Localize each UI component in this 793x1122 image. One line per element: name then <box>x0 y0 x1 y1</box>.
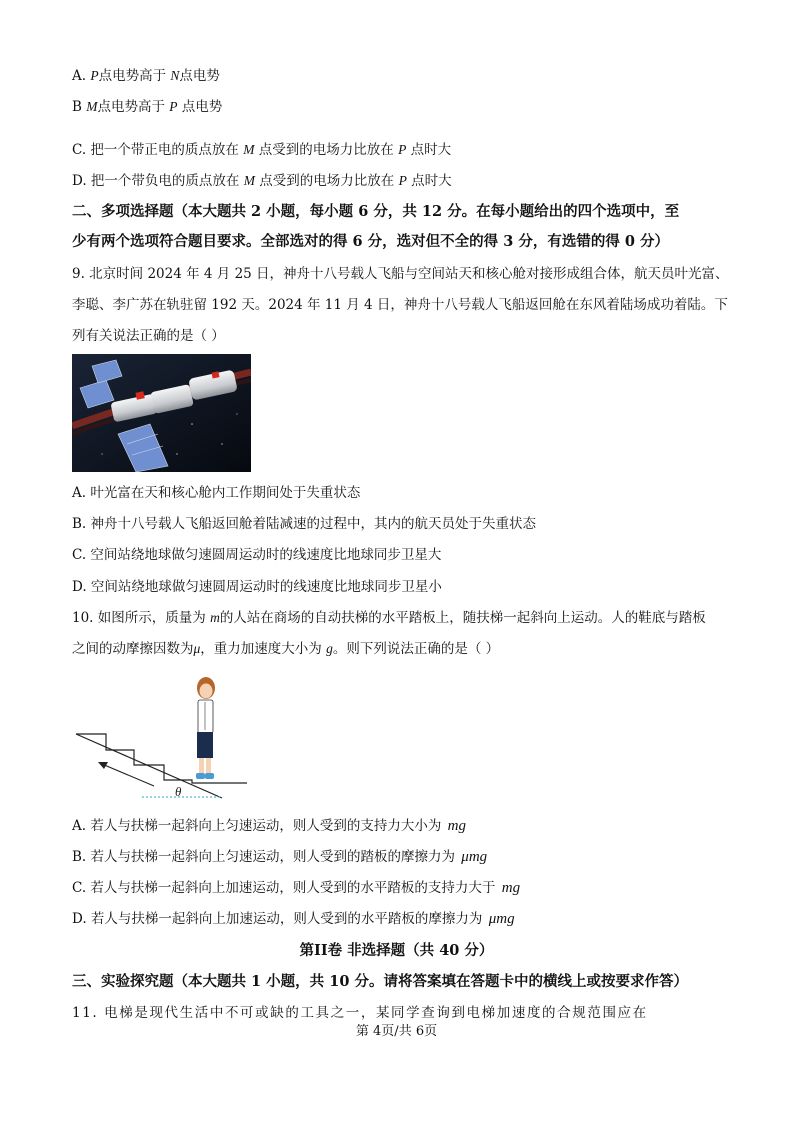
q10-option-b: B. 若人与扶梯一起斜向上匀速运动，则人受到的踏板的摩擦力为 μmg <box>72 849 488 865</box>
q10-option-c: C. 若人与扶梯一起斜向上加速运动，则人受到的水平踏板的支持力大于 mg <box>72 880 521 896</box>
q10-stem-line1: 10. 如图所示，质量为 m的人站在商场的自动扶梯的水平踏板上，随扶梯一起斜向上运动。人的鞋底与踏板 <box>72 610 706 626</box>
q8-option-d: D. 把一个带负电的质点放在 M 点受到的电场力比放在 P 点时大 <box>72 173 452 189</box>
page-footer: 第 4页/共 6页 <box>355 1024 438 1039</box>
section2-header-line1: 二、多项选择题（本大题共 2 小题，每小题 6 分，共 12 分。在每小题给出的四个选项中，至 <box>72 203 680 220</box>
part2-title: 第II卷 非选择题（共 40 分） <box>299 942 494 959</box>
q8-option-c: C. 把一个带正电的质点放在 M 点受到的电场力比放在 P 点时大 <box>72 142 452 158</box>
section2-header-line2: 少有两个选项符合题目要求。全部选对的得 6 分，选对但不全的得 3 分，有选错的得 0 分） <box>72 233 670 250</box>
q9-stem-line3: 列有关说法正确的是（ ） <box>72 328 225 344</box>
q11-stem: 11. 电梯是现代生活中不可或缺的工具之一，某同学查询到电梯加速度的合规范围应在 <box>72 1005 648 1021</box>
space-station-image <box>72 354 251 472</box>
q8-option-a: A. P点电势高于 N点电势 <box>72 68 220 84</box>
q10-stem-line2: 之间的动摩擦因数为μ，重力加速度大小为 g。则下列说法正确的是（ ） <box>72 641 500 657</box>
q10-option-d: D. 若人与扶梯一起斜向上加速运动，则人受到的水平踏板的摩擦力为 μmg <box>72 911 515 927</box>
q9-option-a: A. 叶光富在天和核心舱内工作期间处于失重状态 <box>72 485 361 501</box>
q8-option-b: B M点电势高于 P 点电势 <box>72 99 223 115</box>
q9-stem-line2: 李聪、李广苏在轨驻留 192 天。2024 年 11 月 4 日，神舟十八号载人飞船返回舱在东风着陆场成功着陆。下 <box>72 297 728 313</box>
q9-option-d: D. 空间站绕地球做匀速圆周运动时的线速度比地球同步卫星小 <box>72 579 442 595</box>
q9-option-b: B. 神舟十八号载人飞船返回舱着陆减速的过程中，其内的航天员处于失重状态 <box>72 516 537 532</box>
section3-header: 三、实验探究题（本大题共 1 小题，共 10 分。请将答案填在答题卡中的横线上或按要求作答） <box>72 973 688 990</box>
escalator-diagram <box>72 670 252 802</box>
theta-label: θ <box>175 784 182 799</box>
q9-stem-line1: 9. 北京时间 2024 年 4 月 25 日，神舟十八号载人飞船与空间站天和核心舱对接形成组合体，航天员叶光富、 <box>72 266 729 282</box>
q9-option-c: C. 空间站绕地球做匀速圆周运动时的线速度比地球同步卫星大 <box>72 547 442 563</box>
q10-option-a: A. 若人与扶梯一起斜向上匀速运动，则人受到的支持力大小为 mg <box>72 818 466 834</box>
